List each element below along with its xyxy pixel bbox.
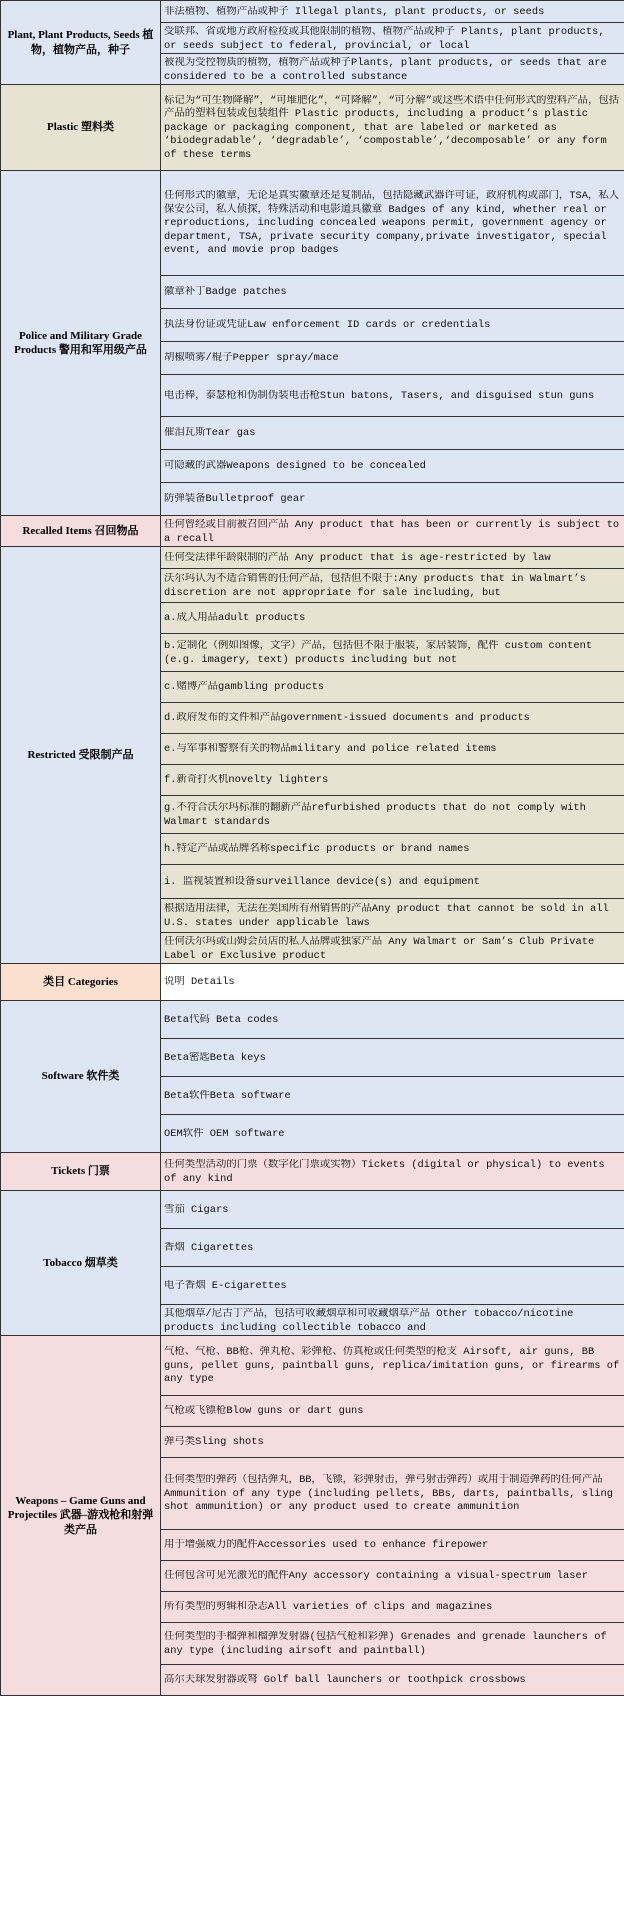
detail-cell [161, 933, 624, 964]
detail-cell [161, 796, 624, 834]
detail-text: 气枪、气枪、BB枪、弹丸枪、彩弹枪、仿真枪或任何类型的枪支 Airsoft, air guns, BB guns, pellet guns, paintball guns, replica/imitation guns, or firearms of any type [164, 1346, 620, 1386]
detail-cell [161, 1336, 624, 1396]
detail-text: 被视为受控物质的植物，植物产品或种子Plants, plant products, or seeds that are considered to be a controlled substance [164, 57, 607, 83]
table-row [1, 1, 624, 23]
detail-cell [161, 547, 624, 569]
detail-cell [161, 964, 624, 1001]
table-row [1, 547, 624, 569]
detail-text: 高尔夫球发射器或弩 Golf ball launchers or toothpick crossbows [164, 1674, 526, 1687]
detail-cell [161, 276, 624, 309]
detail-text: e.与军事和警察有关的物品military and police related items [164, 743, 497, 756]
table-row [1, 964, 624, 1001]
detail-text: 任何类型的手榴弹和榴弹发射器(包括气枪和彩弹) Grenades and grenade launchers of any type (including airsoft and paintball) [164, 1630, 607, 1657]
detail-text: i. 监视装置和设备surveillance device(s) and equipment [164, 875, 480, 888]
detail-text: d.政府发布的文件和产品government-issued documents and products [164, 712, 530, 725]
detail-text: 弹弓类Sling shots [164, 1436, 264, 1449]
detail-cell [161, 1039, 624, 1077]
detail-cell [161, 634, 624, 672]
category-cell: Plant, Plant Products, Seeds 植物，植物产品，种子 [1, 1, 161, 85]
detail-cell [161, 1665, 624, 1696]
detail-text: 用于增强威力的配件Accessories used to enhance firepower [164, 1539, 489, 1552]
detail-text: a.成人用品adult products [164, 612, 306, 625]
table-row [1, 1153, 624, 1191]
detail-cell [161, 1530, 624, 1561]
detail-text: c.赌博产品gambling products [164, 681, 325, 694]
detail-cell [161, 899, 624, 933]
detail-text: 标记为“可生物降解”，“可堆肥化”，“可降解”，“可分解”或这些术语中任何形式的塑料产品，包括产品的塑料包装或包装组件 Plastic products, including a product’s plastic package or packaging component, that are labeled or marketed as ‘biodegradable’, ‘degradable’, ‘compostable’,‘decomposable’ or any form of these terms [164, 94, 620, 161]
detail-text: 防弹装备Bulletproof gear [164, 493, 306, 506]
detail-cell [161, 1458, 624, 1530]
detail-text: 任何包含可见光激光的配件Any accessory containing a visual-spectrum laser [164, 1570, 588, 1583]
category-cell: Weapons – Game Guns and Projectiles 武器–游戏枪和射弹类产品 [1, 1336, 161, 1696]
detail-text: Beta软件Beta software [164, 1089, 291, 1102]
detail-cell [161, 603, 624, 634]
detail-text: 催泪瓦斯Tear gas [164, 427, 256, 440]
detail-cell [161, 309, 624, 342]
category-cell: Software 软件类 [1, 1001, 161, 1153]
detail-text: 任何形式的徽章，无论是真实徽章还是复制品，包括隐藏武器许可证，政府机构或部门，TSA，私人保安公司，私人侦探，特殊活动和电影道具徽章 Badges of any kind, whether real or reproductions, including concealed weapons permit, government agency or department, TSA, private security company,private investigator, special event, and movie prop badges [164, 190, 620, 257]
detail-text: Beta密匙Beta keys [164, 1051, 266, 1064]
detail-cell [161, 1191, 624, 1229]
detail-text: 任何受法律年龄限制的产品 Any product that is age-restricted by law [164, 551, 551, 564]
detail-cell [161, 483, 624, 516]
detail-cell [161, 375, 624, 417]
category-cell: Restricted 受限制产品 [1, 547, 161, 964]
category-cell: Tickets 门票 [1, 1153, 161, 1191]
detail-cell [161, 865, 624, 899]
detail-cell [161, 1229, 624, 1267]
detail-cell [161, 1427, 624, 1458]
detail-text: f.新奇打火机novelty lighters [164, 774, 329, 787]
detail-cell [161, 171, 624, 276]
detail-text: Beta代码 Beta codes [164, 1013, 279, 1026]
detail-cell [161, 1115, 624, 1153]
detail-text: 说明 Details [164, 976, 235, 989]
category-cell: Recalled Items 召回物品 [1, 516, 161, 547]
detail-text: 受联邦、省或地方政府检疫或其他限制的植物、植物产品或种子 Plants, plant products, or seeds subject to federal, provincial, or local [164, 26, 605, 52]
detail-cell [161, 672, 624, 703]
detail-cell [161, 85, 624, 171]
detail-text: h.特定产品或品牌名称specific products or brand names [164, 843, 470, 856]
table-row [1, 85, 624, 171]
table-row [1, 516, 624, 547]
detail-text: 雪茄 Cigars [164, 1203, 229, 1216]
detail-cell [161, 569, 624, 603]
table-row [1, 1191, 624, 1229]
detail-cell [161, 417, 624, 450]
detail-cell [161, 1592, 624, 1623]
detail-cell [161, 834, 624, 865]
detail-cell [161, 23, 624, 54]
detail-cell [161, 703, 624, 734]
detail-text: 所有类型的剪辑和杂志All varieties of clips and magazines [164, 1601, 493, 1614]
detail-text: 非法植物、植物产品或种子 Illegal plants, plant products, or seeds [164, 5, 545, 18]
detail-text: 气枪或飞镖枪Blow guns or dart guns [164, 1405, 364, 1418]
detail-text: 胡椒喷雾/棍子Pepper spray/mace [164, 352, 339, 365]
detail-text: 可隐藏的武器Weapons designed to be concealed [164, 460, 426, 473]
detail-text: 任何曾经或目前被召回产品 Any product that has been or currently is subject to a recall [164, 519, 620, 545]
category-cell: 类目 Categories [1, 964, 161, 1001]
detail-text: g.不符合沃尔玛标准的翻新产品refurbished products that do not comply with Walmart standards [164, 801, 586, 828]
detail-text: 电击棒，泰瑟枪和伪制伪装电击枪Stun batons, Tasers, and disguised stun guns [164, 389, 595, 402]
detail-text: OEM软件 OEM software [164, 1127, 285, 1140]
detail-text: 电子香烟 E-cigarettes [164, 1279, 287, 1292]
category-cell: Tobacco 烟草类 [1, 1191, 161, 1336]
category-cell: Plastic 塑料类 [1, 85, 161, 171]
detail-text: 香烟 Cigarettes [164, 1241, 254, 1254]
detail-cell [161, 765, 624, 796]
detail-cell [161, 516, 624, 547]
table-row [1, 1336, 624, 1396]
detail-text: 执法身份证或凭证Law enforcement ID cards or credentials [164, 319, 491, 332]
detail-cell [161, 1077, 624, 1115]
detail-cell [161, 734, 624, 765]
detail-cell [161, 450, 624, 483]
table-row [1, 171, 624, 276]
detail-text: b.定制化（例如图像，文字）产品，包括但不限于服装，家居装饰，配件 custom content (e.g. imagery, text) products including but not [164, 639, 593, 666]
detail-text: 徽章补丁Badge patches [164, 286, 287, 299]
detail-cell [161, 1001, 624, 1039]
detail-cell [161, 1561, 624, 1592]
detail-text: 任何类型的弹药（包括弹丸，BB，飞镖，彩弹射击，弹弓射击弹药）或用于制造弹药的任何产品 Ammunition of any type (including pellets, BBs, darts, paintballs, sling shot ammunition) or any product used to create ammunition [164, 1474, 613, 1514]
detail-text: 沃尔玛认为不适合销售的任何产品，包括但不限于:Any products that in Walmart’s discretion are not appropriate for sale including, but [164, 572, 586, 599]
detail-cell [161, 1305, 624, 1336]
detail-text: 任何类型活动的门票（数字化门票或实物）Tickets (digital or physical) to events of any kind [164, 1158, 605, 1185]
detail-cell [161, 1623, 624, 1665]
table-body [1, 1, 624, 1696]
detail-cell [161, 1267, 624, 1305]
detail-text: 其他烟草/尼古丁产品，包括可收藏烟草和可收藏烟草产品 Other tobacco/nicotine products including collectible tobacco and [164, 1308, 574, 1334]
detail-text: 根据适用法律，无法在美国所有州销售的产品Any product that cannot be sold in all U.S. states under applicable laws [164, 902, 609, 929]
table-row [1, 1001, 624, 1039]
category-cell: Police and Military Grade Products 警用和军用级产品 [1, 171, 161, 516]
detail-cell [161, 342, 624, 375]
detail-cell [161, 1, 624, 23]
detail-cell [161, 1396, 624, 1427]
detail-cell [161, 1153, 624, 1191]
detail-cell [161, 54, 624, 85]
detail-text: 任何沃尔玛或山姆会员店的私人品牌或独家产品 Any Walmart or Sam’s Club Private Label or Exclusive product [164, 936, 595, 962]
